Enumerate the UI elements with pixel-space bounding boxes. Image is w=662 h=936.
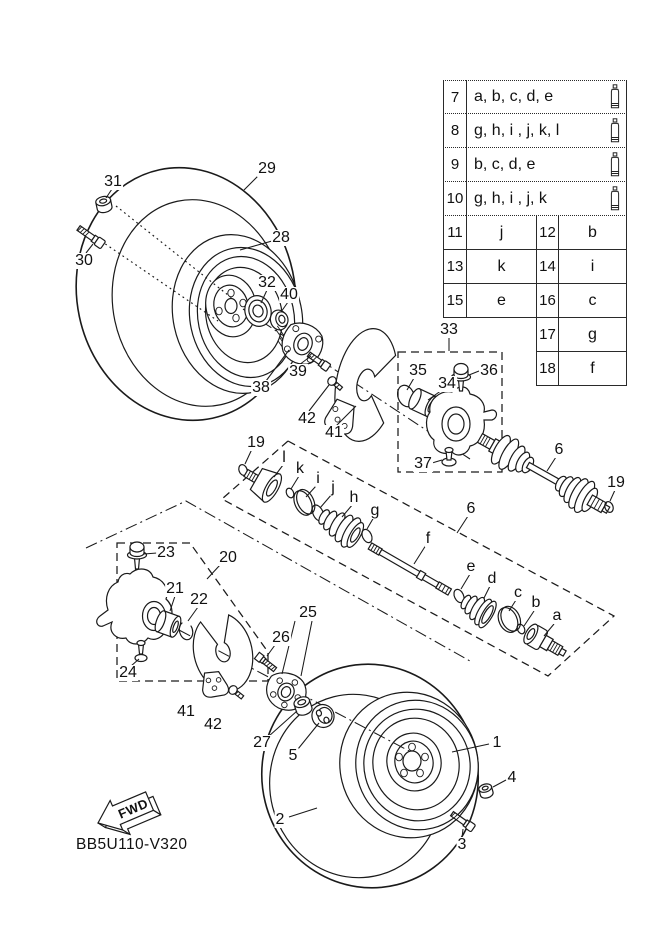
callout-l: l xyxy=(282,449,286,466)
callout-41b: 41 xyxy=(177,703,195,720)
callout-4: 4 xyxy=(507,769,517,786)
callout-a: a xyxy=(552,607,562,624)
callout-1: 1 xyxy=(492,734,502,751)
table-ref-number: 15 xyxy=(443,284,466,318)
axle-assembly-6 xyxy=(471,423,616,526)
table-letter: f xyxy=(558,352,627,386)
callout-28: 28 xyxy=(272,229,290,246)
callout-23: 23 xyxy=(157,544,175,561)
callout-42b: 42 xyxy=(204,716,222,733)
table-letter: k xyxy=(466,250,536,284)
callout-21: 21 xyxy=(166,580,184,597)
nut-4 xyxy=(478,783,494,800)
callout-29: 29 xyxy=(258,160,276,177)
table-letter: c xyxy=(558,284,627,318)
table-row xyxy=(466,80,627,114)
callout-e: e xyxy=(466,558,476,575)
table-row xyxy=(466,148,627,182)
table-ref-number: 18 xyxy=(536,352,558,386)
callout-d: d xyxy=(487,570,497,587)
callout-19r: 19 xyxy=(607,474,625,491)
callout-22: 22 xyxy=(190,591,208,608)
callout-40: 40 xyxy=(280,286,298,303)
grease-application-table xyxy=(443,80,627,386)
callout-37: 37 xyxy=(414,455,432,472)
table-ref-number: 9 xyxy=(443,148,466,182)
callout-38: 38 xyxy=(252,379,270,396)
shaft-f xyxy=(368,543,452,596)
callout-b: b xyxy=(531,594,541,611)
callout-6r: 6 xyxy=(554,441,564,458)
callout-42t: 42 xyxy=(298,410,316,427)
callout-i: i xyxy=(316,470,320,487)
callout-20: 20 xyxy=(219,549,237,566)
table-ref-number: 8 xyxy=(443,114,466,148)
table-ref-number: 12 xyxy=(536,216,558,250)
table-ref-number: 7 xyxy=(443,80,466,114)
stud-26 xyxy=(254,652,277,672)
drawing-code: BB5U110-V320 xyxy=(76,836,188,853)
callout-24: 24 xyxy=(119,664,137,681)
callout-25: 25 xyxy=(299,604,317,621)
table-letter-list: g, h, i , j, k xyxy=(474,189,547,207)
table-letter-list: b, c, d, e xyxy=(474,155,536,173)
boot-d xyxy=(455,587,499,630)
ball-joint-23 xyxy=(128,542,147,569)
cv-joint-outer-a xyxy=(521,622,570,663)
callout-41t: 41 xyxy=(325,424,343,441)
grease-tube-icon xyxy=(609,118,621,144)
callout-27: 27 xyxy=(253,734,271,751)
table-row xyxy=(466,114,627,148)
table-ref-number: 14 xyxy=(536,250,558,284)
grease-tube-icon xyxy=(609,186,621,212)
callout-34: 34 xyxy=(438,375,456,392)
callout-j: j xyxy=(331,479,335,496)
callout-k: k xyxy=(296,460,304,477)
callout-39: 39 xyxy=(289,363,307,380)
table-letter-list: a, b, c, d, e xyxy=(474,88,554,105)
callout-c: c xyxy=(514,584,522,601)
table-letter: b xyxy=(558,216,627,250)
callout-31: 31 xyxy=(104,173,122,190)
grease-tube-icon xyxy=(609,84,621,110)
callout-30: 30 xyxy=(75,252,93,269)
table-ref-number: 17 xyxy=(536,318,558,352)
pin-24 xyxy=(135,641,147,662)
callout-36: 36 xyxy=(480,362,498,379)
clamp-c xyxy=(494,603,524,635)
callout-g: g xyxy=(370,502,380,519)
table-ref-number: 16 xyxy=(536,284,558,318)
table-letter: i xyxy=(558,250,627,284)
brake-guard-bottom xyxy=(186,611,261,699)
callout-19l: 19 xyxy=(247,434,265,451)
table-ref-number: 13 xyxy=(443,250,466,284)
callout-2: 2 xyxy=(275,811,285,828)
table-ref-number: 10 xyxy=(443,182,466,216)
table-letter-list: g, h, i , j, k, l xyxy=(474,121,560,139)
table-ref-number: 11 xyxy=(443,216,466,250)
table-letter: g xyxy=(558,318,627,352)
table-row xyxy=(466,182,627,216)
table-letter: e xyxy=(466,284,536,318)
clamp-i xyxy=(290,487,318,519)
callout-h: h xyxy=(349,489,359,506)
grease-tube-icon xyxy=(609,152,621,178)
callout-f: f xyxy=(425,530,431,547)
callout-26: 26 xyxy=(272,629,290,646)
callout-5: 5 xyxy=(288,747,298,764)
table-letter: j xyxy=(466,216,536,250)
fwd-arrow-label: FWD xyxy=(115,795,151,822)
callout-6l: 6 xyxy=(466,500,476,517)
callout-33: 33 xyxy=(440,321,458,338)
callout-35: 35 xyxy=(409,362,427,379)
callout-32: 32 xyxy=(258,274,276,291)
callout-3: 3 xyxy=(457,836,467,853)
